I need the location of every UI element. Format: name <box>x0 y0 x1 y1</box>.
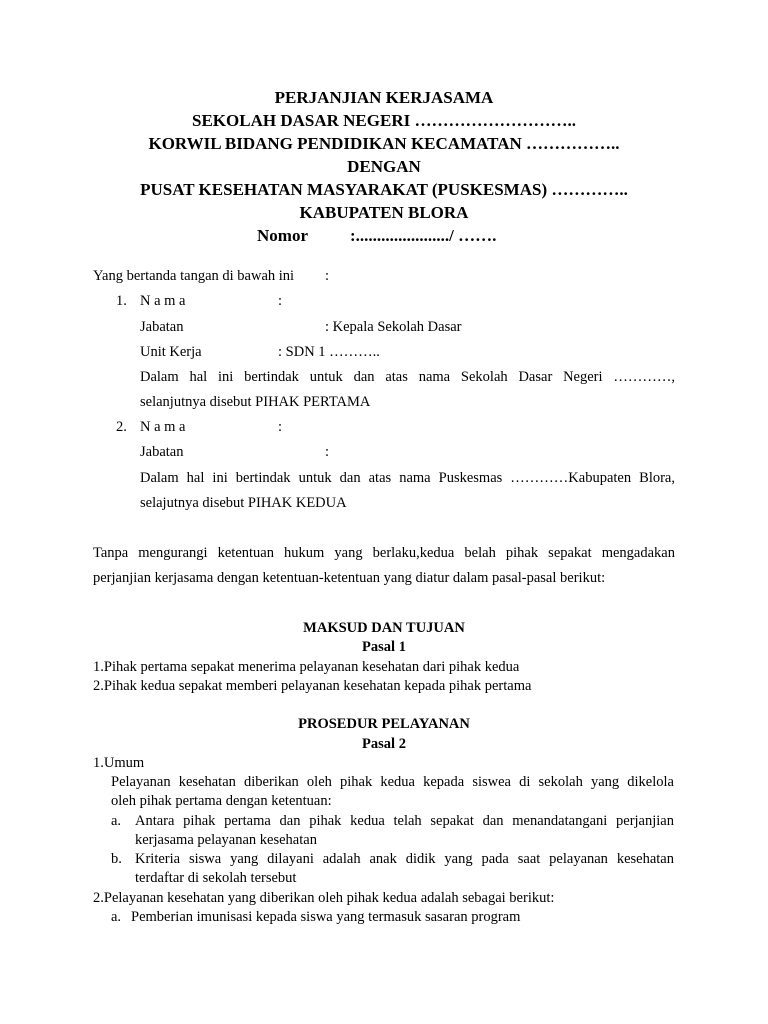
party2-nama-colon: : <box>278 419 283 435</box>
party1-unit-label: Unit Kerja <box>140 344 202 360</box>
party1-description-line-2: selanjutnya disebut PIHAK PERTAMA <box>140 394 371 410</box>
section2-item2-sub-a: Pemberian imunisasi kepada siswa yang termasuk sasaran program <box>131 909 521 925</box>
party2-description-line-1: Dalam hal ini bertindak untuk dan atas nama Puskesmas …………Kabupaten Blora, <box>140 470 675 486</box>
party1-number: 1. <box>116 293 127 309</box>
title-line-5: PUSAT KESEHATAN MASYARAKAT (PUSKESMAS) ………….. <box>140 180 628 199</box>
nomor-label: Nomor <box>257 226 308 245</box>
section2-sub-b-marker: b. <box>111 851 122 867</box>
agreement-line-1: Tanpa mengurangi ketentuan hukum yang berlaku,kedua belah pihak sepakat mengadakan <box>93 545 675 561</box>
title-line-6: KABUPATEN BLORA <box>299 203 469 222</box>
section2-item1-title: 1.Umum <box>93 755 145 771</box>
section2-item2-title: 2.Pelayanan kesehatan yang diberikan oleh pihak kedua adalah sebagai berikut: <box>93 890 555 906</box>
section2-sub-b-line-1: Kriteria siswa yang dilayani adalah anak didik yang pada saat pelayanan kesehatan <box>135 851 674 867</box>
section1-item-1: 1.Pihak pertama sepakat menerima pelayanan kesehatan dari pihak kedua <box>93 659 520 675</box>
nomor-value: :....................../ ……. <box>350 226 497 245</box>
section2-sub-a-marker: a. <box>111 813 122 829</box>
title-line-4: DENGAN <box>347 157 421 176</box>
title-line-2: SEKOLAH DASAR NEGERI ……………………….. <box>192 111 576 130</box>
party2-number: 2. <box>116 419 127 435</box>
party1-jabatan-label: Jabatan <box>140 319 184 335</box>
section2-item1-paragraph-line-1: Pelayanan kesehatan diberikan oleh pihak kedua kepada siswea di sekolah yang dikelola <box>111 774 674 790</box>
section2-sub-a-line-2: kerjasama pelayanan kesehatan <box>135 832 317 848</box>
nomor-line <box>0 224 768 247</box>
title-line-1: PERJANJIAN KERJASAMA <box>274 88 494 107</box>
section2-item2-sub-a-marker: a. <box>111 909 122 925</box>
section2-sub-b-line-2: terdaftar di sekolah tersebut <box>135 870 297 886</box>
title-line-3: KORWIL BIDANG PENDIDIKAN KECAMATAN …………….. <box>148 134 620 153</box>
intro-label: Yang bertanda tangan di bawah ini <box>93 268 295 284</box>
party1-nama-colon: : <box>278 293 283 309</box>
section1-pasal: Pasal 1 <box>362 639 406 655</box>
party2-description-line-2: selajutnya disebut PIHAK KEDUA <box>140 495 347 511</box>
intro-colon: : <box>325 268 330 284</box>
section2-pasal: Pasal 2 <box>362 736 406 752</box>
party1-jabatan-value: : Kepala Sekolah Dasar <box>325 319 462 335</box>
agreement-line-2: perjanjian kerjasama dengan ketentuan-ketentuan yang diatur dalam pasal-pasal berikut: <box>93 570 606 586</box>
party2-nama-label: N a m a <box>140 419 186 435</box>
party1-unit-value: : SDN 1 ……….. <box>278 344 380 360</box>
party2-jabatan-colon: : <box>325 444 330 460</box>
document-title-block <box>0 86 768 247</box>
section1-heading: MAKSUD DAN TUJUAN <box>303 620 465 636</box>
section2-sub-a-line-1: Antara pihak pertama dan pihak kedua telah sepakat dan menandatangani perjanjian <box>135 813 674 829</box>
section2-item1-paragraph-line-2: oleh pihak pertama dengan ketentuan: <box>111 793 332 809</box>
section1-item-2: 2.Pihak kedua sepakat memberi pelayanan kesehatan kepada pihak pertama <box>93 678 532 694</box>
party1-nama-label: N a m a <box>140 293 186 309</box>
party1-description-line-1: Dalam hal ini bertindak untuk dan atas nama Sekolah Dasar Negeri …………, <box>140 369 675 385</box>
section2-heading: PROSEDUR PELAYANAN <box>298 716 470 732</box>
party2-jabatan-label: Jabatan <box>140 444 184 460</box>
